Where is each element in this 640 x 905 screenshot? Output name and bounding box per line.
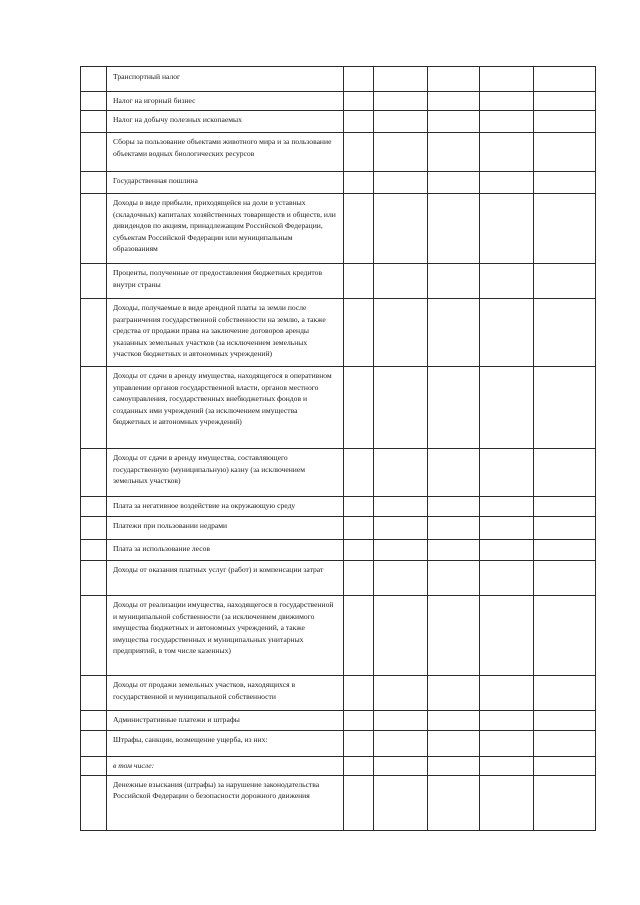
row-number-cell (81, 264, 107, 299)
value-cell (534, 67, 596, 92)
value-cell (428, 172, 480, 194)
table-row (81, 264, 596, 299)
value-cell (428, 561, 480, 596)
value-cell (428, 367, 480, 449)
value-cell (344, 92, 374, 111)
value-cell (480, 517, 534, 540)
table-row (81, 67, 596, 92)
row-label: Проценты, полученные от предоставления бюджетных кредитов внутри страны (107, 264, 344, 299)
value-cell (344, 711, 374, 731)
value-cell (534, 133, 596, 172)
value-cell (374, 596, 428, 676)
value-cell (374, 757, 428, 776)
value-cell (344, 561, 374, 596)
value-cell (344, 449, 374, 497)
row-label: Транспортный налог (107, 67, 344, 92)
row-label: Доходы от реализации имущества, находящегося в государственной и муниципальной собственности (за исключением движимого имущества бюджетных и автономных учреждений, а также имущества государственных и муниципальных унитарных предприятий, в том числе казенных) (107, 596, 344, 676)
row-label: Административные платежи и штрафы (107, 711, 344, 731)
value-cell (428, 711, 480, 731)
value-cell (374, 264, 428, 299)
row-number-cell (81, 517, 107, 540)
value-cell (344, 67, 374, 92)
value-cell (344, 172, 374, 194)
row-label: Доходы в виде прибыли, приходящейся на доли в уставных (складочных) капиталах хозяйственных товариществ и обществ, или дивидендов по акциям, принадлежащим Российской Федерации, субъектам Российской Федерации или муниципальным образованиям (107, 194, 344, 264)
table-row (81, 111, 596, 133)
value-cell (428, 676, 480, 711)
table-row (81, 299, 596, 367)
value-cell (480, 497, 534, 517)
value-cell (534, 194, 596, 264)
value-cell (344, 676, 374, 711)
row-number-cell (81, 497, 107, 517)
row-label: Сборы за пользование объектами животного мира и за пользование объектами водных биологических ресурсов (107, 133, 344, 172)
table-row (81, 194, 596, 264)
value-cell (480, 133, 534, 172)
table-row (81, 757, 596, 776)
row-number-cell (81, 194, 107, 264)
row-label: Доходы от сдачи в аренду имущества, находящегося в оперативном управлении органов государственной власти, органов местного самоуправления, государственных внебюджетных фондов и созданных ими учреждений (за исключением имущества бюджетных и автономных учреждений) (107, 367, 344, 449)
value-cell (344, 775, 374, 830)
value-cell (480, 676, 534, 711)
table-row (81, 711, 596, 731)
value-cell (344, 367, 374, 449)
value-cell (344, 757, 374, 776)
value-cell (374, 517, 428, 540)
table-row (81, 367, 596, 449)
row-label: Денежные взыскания (штрафы) за нарушение законодательства Российской Федерации о безопасности дорожного движения (107, 775, 344, 830)
value-cell (344, 264, 374, 299)
value-cell (534, 497, 596, 517)
revenue-table (80, 66, 596, 831)
row-label: Плата за негативное воздействие на окружающую среду (107, 497, 344, 517)
row-label: Доходы, получаемые в виде арендной платы за земли после разграничения государственной собственности на землю, а также средства от продажи права на заключение договоров аренды указанных земельных участков (за исключением земельных участков бюджетных и автономных учреждений) (107, 299, 344, 367)
value-cell (374, 133, 428, 172)
table-row (81, 517, 596, 540)
value-cell (480, 111, 534, 133)
value-cell (534, 449, 596, 497)
row-label: Доходы от сдачи в аренду имущества, составляющего государственную (муниципальную) казну (за исключением земельных участков) (107, 449, 344, 497)
value-cell (344, 299, 374, 367)
value-cell (480, 731, 534, 757)
row-number-cell (81, 299, 107, 367)
value-cell (534, 775, 596, 830)
value-cell (534, 264, 596, 299)
row-label: Доходы от оказания платных услуг (работ) и компенсации затрат (107, 561, 344, 596)
table-row (81, 449, 596, 497)
value-cell (480, 67, 534, 92)
value-cell (480, 264, 534, 299)
value-cell (428, 517, 480, 540)
value-cell (480, 775, 534, 830)
value-cell (374, 711, 428, 731)
value-cell (374, 67, 428, 92)
row-label: Плата за использование лесов (107, 540, 344, 561)
table-row (81, 561, 596, 596)
row-number-cell (81, 172, 107, 194)
value-cell (374, 497, 428, 517)
value-cell (480, 561, 534, 596)
value-cell (374, 676, 428, 711)
value-cell (344, 517, 374, 540)
row-number-cell (81, 111, 107, 133)
value-cell (344, 540, 374, 561)
table-row (81, 540, 596, 561)
value-cell (480, 757, 534, 776)
row-number-cell (81, 367, 107, 449)
value-cell (344, 194, 374, 264)
value-cell (534, 757, 596, 776)
row-label: Штрафы, санкции, возмещение ущерба, из них: (107, 731, 344, 757)
table-row (81, 731, 596, 757)
value-cell (344, 111, 374, 133)
value-cell (534, 367, 596, 449)
row-number-cell (81, 775, 107, 830)
revenue-table-body (81, 67, 596, 831)
row-label: Налог на игорный бизнес (107, 92, 344, 111)
table-row (81, 133, 596, 172)
value-cell (344, 731, 374, 757)
row-number-cell (81, 676, 107, 711)
row-label: Государственная пошлина (107, 172, 344, 194)
table-row (81, 596, 596, 676)
row-number-cell (81, 596, 107, 676)
value-cell (534, 299, 596, 367)
row-number-cell (81, 449, 107, 497)
row-number-cell (81, 67, 107, 92)
value-cell (428, 497, 480, 517)
value-cell (374, 561, 428, 596)
value-cell (480, 367, 534, 449)
value-cell (374, 367, 428, 449)
value-cell (428, 67, 480, 92)
value-cell (534, 111, 596, 133)
table-row (81, 775, 596, 830)
row-number-cell (81, 540, 107, 561)
value-cell (344, 596, 374, 676)
table-row (81, 92, 596, 111)
value-cell (428, 264, 480, 299)
row-label: Платежи при пользовании недрами (107, 517, 344, 540)
value-cell (374, 775, 428, 830)
row-number-cell (81, 731, 107, 757)
value-cell (374, 194, 428, 264)
table-row (81, 172, 596, 194)
row-number-cell (81, 711, 107, 731)
row-label: Налог на добычу полезных ископаемых (107, 111, 344, 133)
value-cell (428, 596, 480, 676)
row-number-cell (81, 133, 107, 172)
value-cell (480, 299, 534, 367)
value-cell (374, 540, 428, 561)
value-cell (534, 731, 596, 757)
value-cell (428, 731, 480, 757)
value-cell (428, 133, 480, 172)
value-cell (480, 194, 534, 264)
value-cell (428, 449, 480, 497)
value-cell (534, 517, 596, 540)
value-cell (428, 540, 480, 561)
value-cell (534, 172, 596, 194)
table-row (81, 497, 596, 517)
row-number-cell (81, 561, 107, 596)
value-cell (480, 172, 534, 194)
value-cell (374, 111, 428, 133)
value-cell (480, 92, 534, 111)
value-cell (374, 449, 428, 497)
value-cell (428, 92, 480, 111)
value-cell (534, 676, 596, 711)
value-cell (534, 711, 596, 731)
value-cell (344, 497, 374, 517)
value-cell (480, 540, 534, 561)
value-cell (480, 711, 534, 731)
value-cell (534, 596, 596, 676)
value-cell (480, 449, 534, 497)
value-cell (480, 596, 534, 676)
value-cell (428, 299, 480, 367)
row-label: Доходы от продажи земельных участков, находящихся в государственной и муниципальной собственности (107, 676, 344, 711)
row-number-cell (81, 757, 107, 776)
value-cell (534, 561, 596, 596)
value-cell (428, 194, 480, 264)
value-cell (374, 299, 428, 367)
row-number-cell (81, 92, 107, 111)
value-cell (428, 757, 480, 776)
table-row (81, 676, 596, 711)
value-cell (534, 92, 596, 111)
value-cell (428, 775, 480, 830)
value-cell (344, 133, 374, 172)
value-cell (374, 92, 428, 111)
row-label: в том числе: (107, 757, 344, 776)
value-cell (374, 731, 428, 757)
value-cell (374, 172, 428, 194)
value-cell (428, 111, 480, 133)
value-cell (534, 540, 596, 561)
